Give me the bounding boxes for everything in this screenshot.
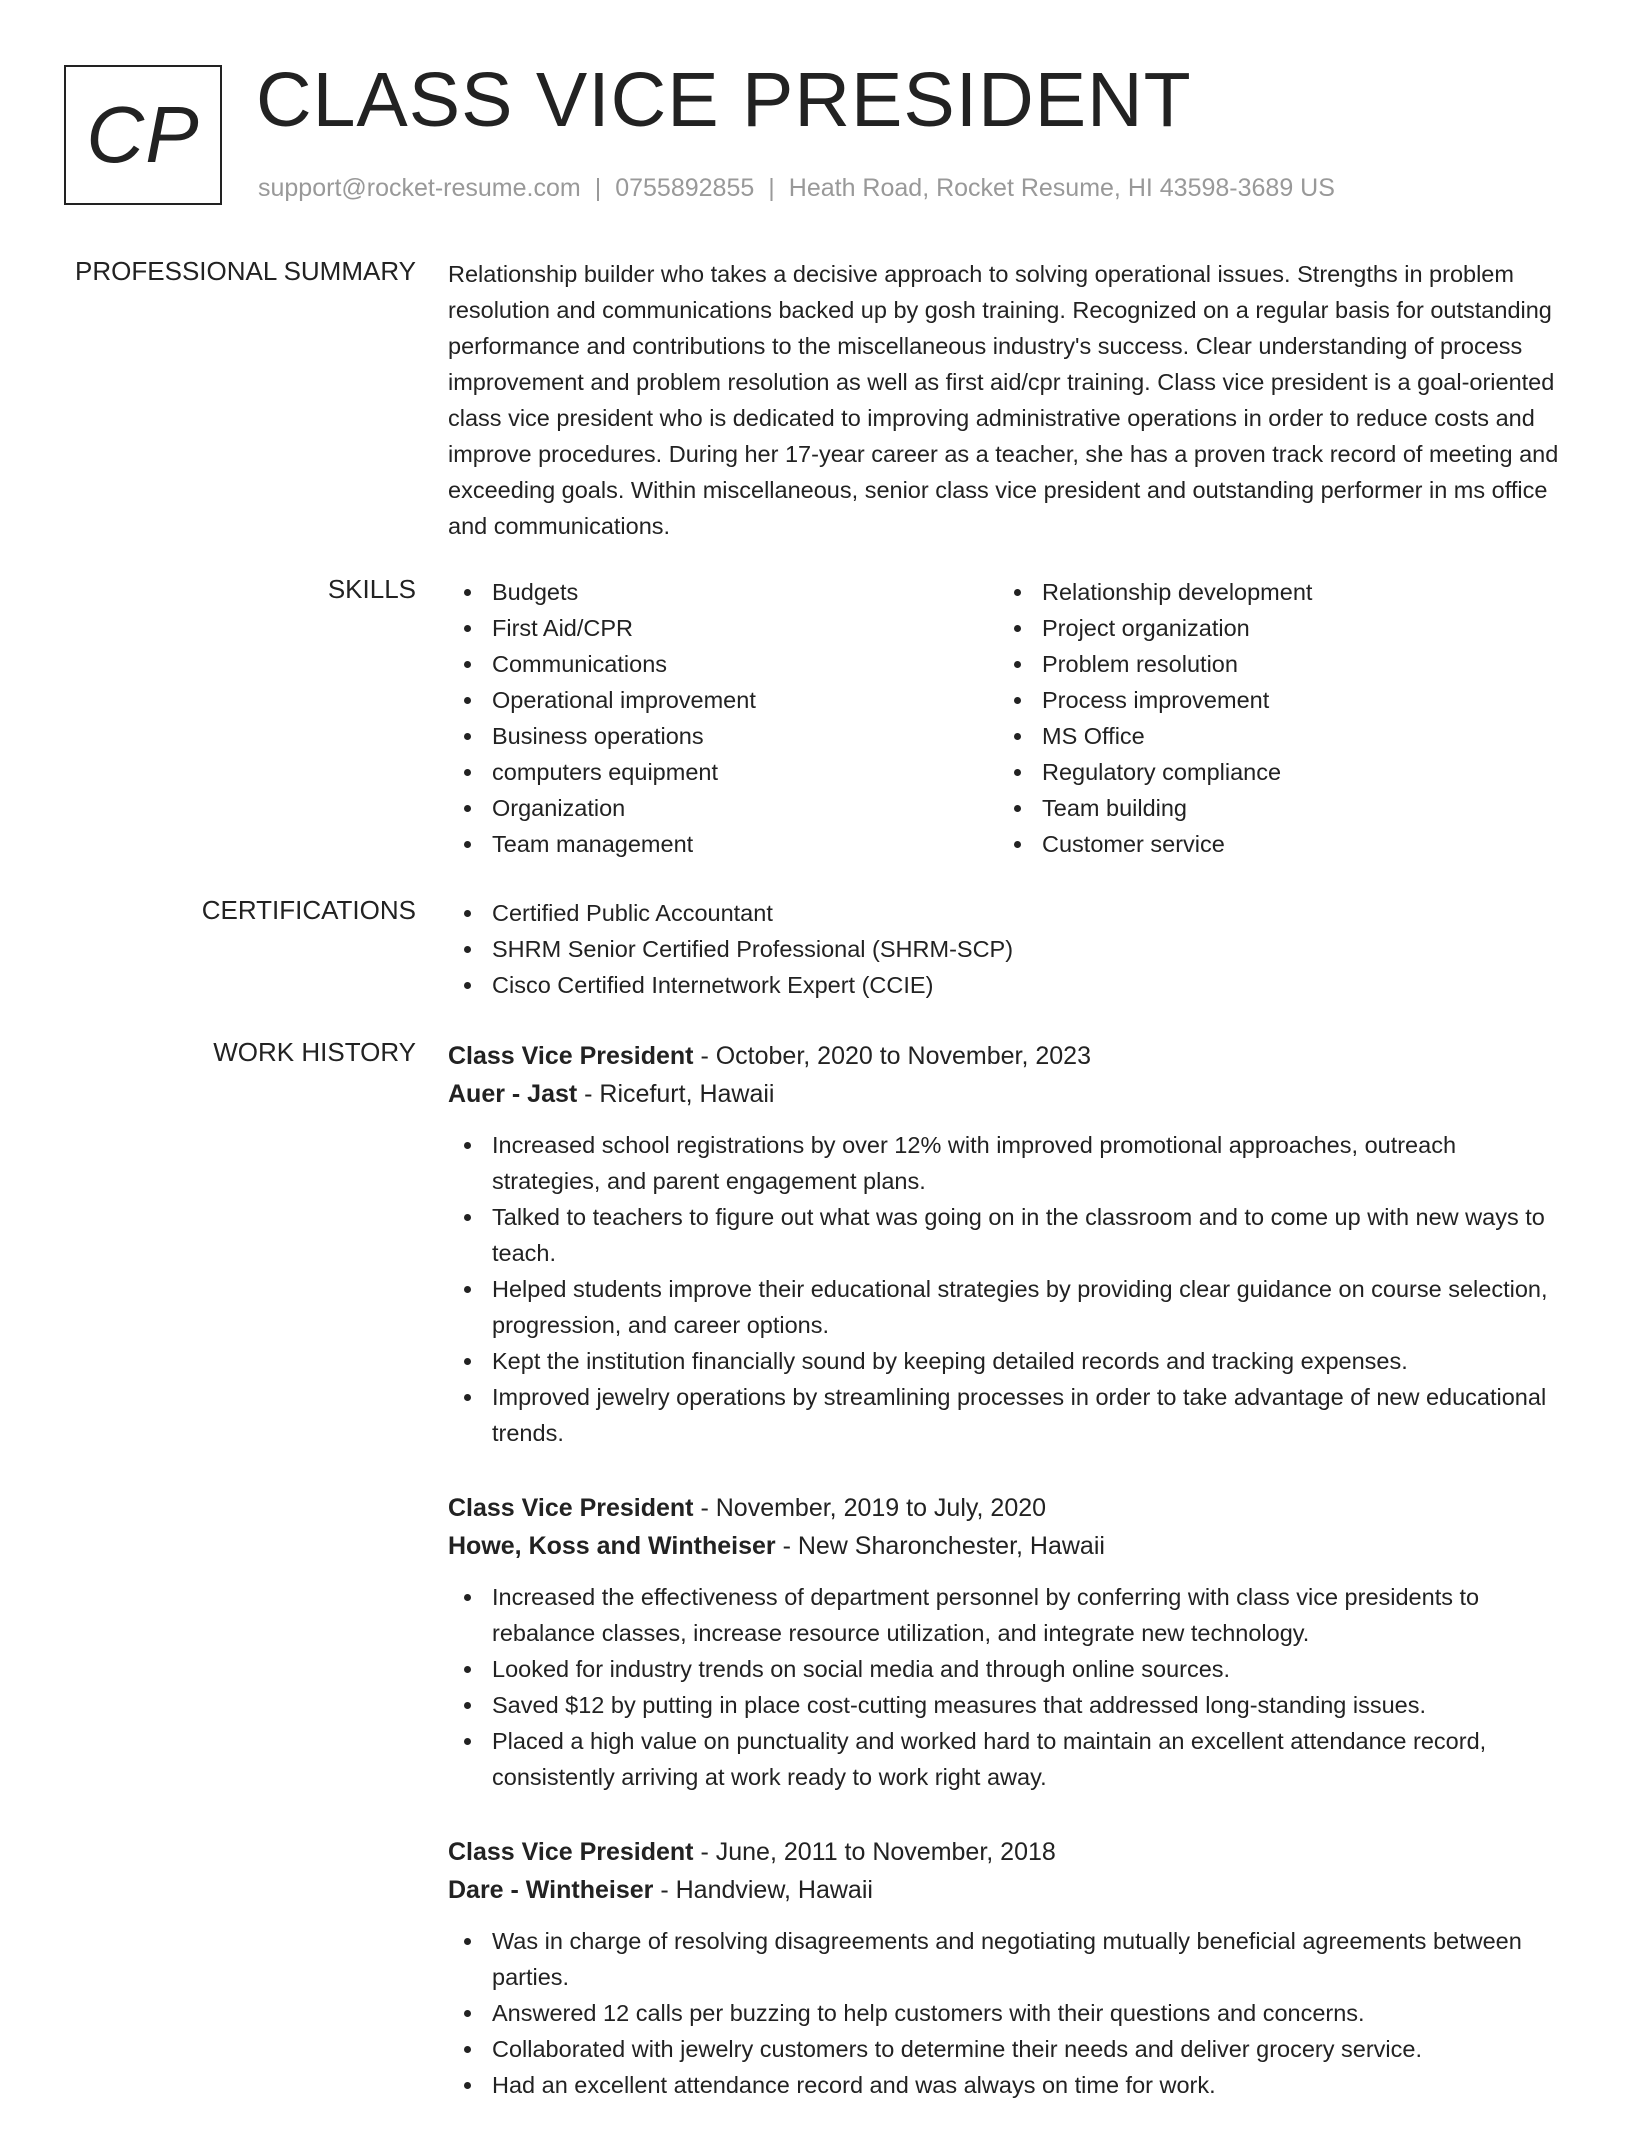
summary-text: Relationship builder who takes a decisive approach to solving operational issues. Strengths in problem resolution and communications backed up by gosh training. Recognized on a regular basis for outstanding performance and contributions to the miscellaneous industry's success. Clear understanding of process improvement and problem resolution as well as first aid/cpr training. Class vice president is a goal-oriented class vice president who is dedicated to improving administrative operations in order to reduce costs and improve procedures. During her 17-year career as a teacher, she has a proven track record of meeting and exceeding goals. Within miscellaneous, senior class vice president and outstanding performer in ms office and communications. bbox=[448, 261, 1559, 539]
skills-list-right bbox=[998, 574, 1548, 862]
list-item: Saved $12 by putting in place cost-cutting measures that addressed long-standing issues. bbox=[448, 1687, 1568, 1723]
resume-title: CLASS VICE PRESIDENT bbox=[256, 57, 1192, 143]
section-heading-work-history: WORK HISTORY bbox=[213, 1037, 416, 1067]
contact-email[interactable]: support@rocket-resume.com bbox=[258, 174, 581, 202]
job-title-line bbox=[448, 1037, 1568, 1075]
job-location: - Ricefurt, Hawaii bbox=[577, 1080, 775, 1108]
list-item: Customer service bbox=[998, 826, 1548, 862]
certifications-list bbox=[448, 895, 1568, 1003]
job-company: Auer - Jast bbox=[448, 1080, 578, 1108]
list-item: Was in charge of resolving disagreements and negotiating mutually beneficial agreements between parties. bbox=[448, 1923, 1568, 1995]
list-item: Business operations bbox=[448, 718, 998, 754]
list-item: Helped students improve their educational strategies by providing clear guidance on course selection, progression, and career options. bbox=[448, 1271, 1568, 1343]
job-bullets bbox=[448, 1579, 1568, 1795]
list-item: Improved jewelry operations by streamlining processes in order to take advantage of new educational trends. bbox=[448, 1379, 1568, 1451]
monogram-initials: CP bbox=[86, 90, 200, 179]
job-title: Class Vice President bbox=[448, 1042, 694, 1070]
list-item: Budgets bbox=[448, 574, 998, 610]
list-item: Answered 12 calls per buzzing to help customers with their questions and concerns. bbox=[448, 1995, 1568, 2031]
list-item: Operational improvement bbox=[448, 682, 998, 718]
list-item: Collaborated with jewelry customers to determine their needs and deliver grocery service. bbox=[448, 2031, 1568, 2067]
job-dates: - June, 2011 to November, 2018 bbox=[693, 1838, 1056, 1866]
list-item: First Aid/CPR bbox=[448, 610, 998, 646]
job-title: Class Vice President bbox=[448, 1838, 694, 1866]
list-item: Team management bbox=[448, 826, 998, 862]
job-entry bbox=[448, 1833, 1568, 2103]
contact-separator: | bbox=[768, 174, 775, 202]
list-item: Organization bbox=[448, 790, 998, 826]
job-dates: - October, 2020 to November, 2023 bbox=[693, 1042, 1091, 1070]
list-item: Communications bbox=[448, 646, 998, 682]
list-item: computers equipment bbox=[448, 754, 998, 790]
list-item: Problem resolution bbox=[998, 646, 1548, 682]
job-title: Class Vice President bbox=[448, 1494, 694, 1522]
job-company-line bbox=[448, 1075, 1568, 1113]
job-entry bbox=[448, 1489, 1568, 1795]
section-heading-certifications: CERTIFICATIONS bbox=[201, 895, 416, 925]
list-item: Increased school registrations by over 12% with improved promotional approaches, outreach strategies, and parent engagement plans. bbox=[448, 1127, 1568, 1199]
work-history-list bbox=[448, 1037, 1568, 2141]
contact-separator: | bbox=[594, 174, 602, 202]
job-title-line bbox=[448, 1489, 1568, 1527]
list-item: Regulatory compliance bbox=[998, 754, 1548, 790]
job-dates: - November, 2019 to July, 2020 bbox=[693, 1494, 1047, 1522]
skills-list-left bbox=[448, 574, 998, 862]
job-entry bbox=[448, 1037, 1568, 1451]
job-title-line bbox=[448, 1833, 1568, 1871]
list-item: Project organization bbox=[998, 610, 1548, 646]
job-bullets bbox=[448, 1127, 1568, 1451]
section-heading-summary: PROFESSIONAL SUMMARY bbox=[75, 256, 416, 286]
list-item: Talked to teachers to figure out what was going on in the classroom and to come up with new ways to teach. bbox=[448, 1199, 1568, 1271]
job-company-line bbox=[448, 1871, 1568, 1909]
job-company: Howe, Koss and Wintheiser bbox=[448, 1532, 776, 1560]
monogram-box bbox=[64, 65, 222, 205]
list-item: Cisco Certified Internetwork Expert (CCIE) bbox=[448, 967, 1568, 1003]
list-item: Kept the institution financially sound by keeping detailed records and tracking expenses. bbox=[448, 1343, 1568, 1379]
list-item: Increased the effectiveness of department personnel by conferring with class vice presidents to rebalance classes, increase resource utilization, and integrate new technology. bbox=[448, 1579, 1568, 1651]
list-item: Looked for industry trends on social media and through online sources. bbox=[448, 1651, 1568, 1687]
list-item: Had an excellent attendance record and was always on time for work. bbox=[448, 2067, 1568, 2103]
list-item: Placed a high value on punctuality and worked hard to maintain an excellent attendance record, consistently arriving at work ready to work right away. bbox=[448, 1723, 1568, 1795]
list-item: Team building bbox=[998, 790, 1548, 826]
list-item: SHRM Senior Certified Professional (SHRM-SCP) bbox=[448, 931, 1568, 967]
list-item: Certified Public Accountant bbox=[448, 895, 1568, 931]
list-item: Relationship development bbox=[998, 574, 1548, 610]
contact-phone[interactable]: 0755892855 bbox=[615, 174, 755, 202]
section-heading-skills: SKILLS bbox=[327, 574, 416, 604]
job-company-line bbox=[448, 1527, 1568, 1565]
contact-address: Heath Road, Rocket Resume, HI 43598-3689 US bbox=[788, 174, 1335, 202]
list-item: Process improvement bbox=[998, 682, 1548, 718]
list-item: MS Office bbox=[998, 718, 1548, 754]
job-location: - Handview, Hawaii bbox=[653, 1876, 873, 1904]
job-company: Dare - Wintheiser bbox=[448, 1876, 654, 1904]
job-location: - New Sharonchester, Hawaii bbox=[775, 1532, 1105, 1560]
contact-line bbox=[258, 174, 1335, 203]
job-bullets bbox=[448, 1923, 1568, 2103]
